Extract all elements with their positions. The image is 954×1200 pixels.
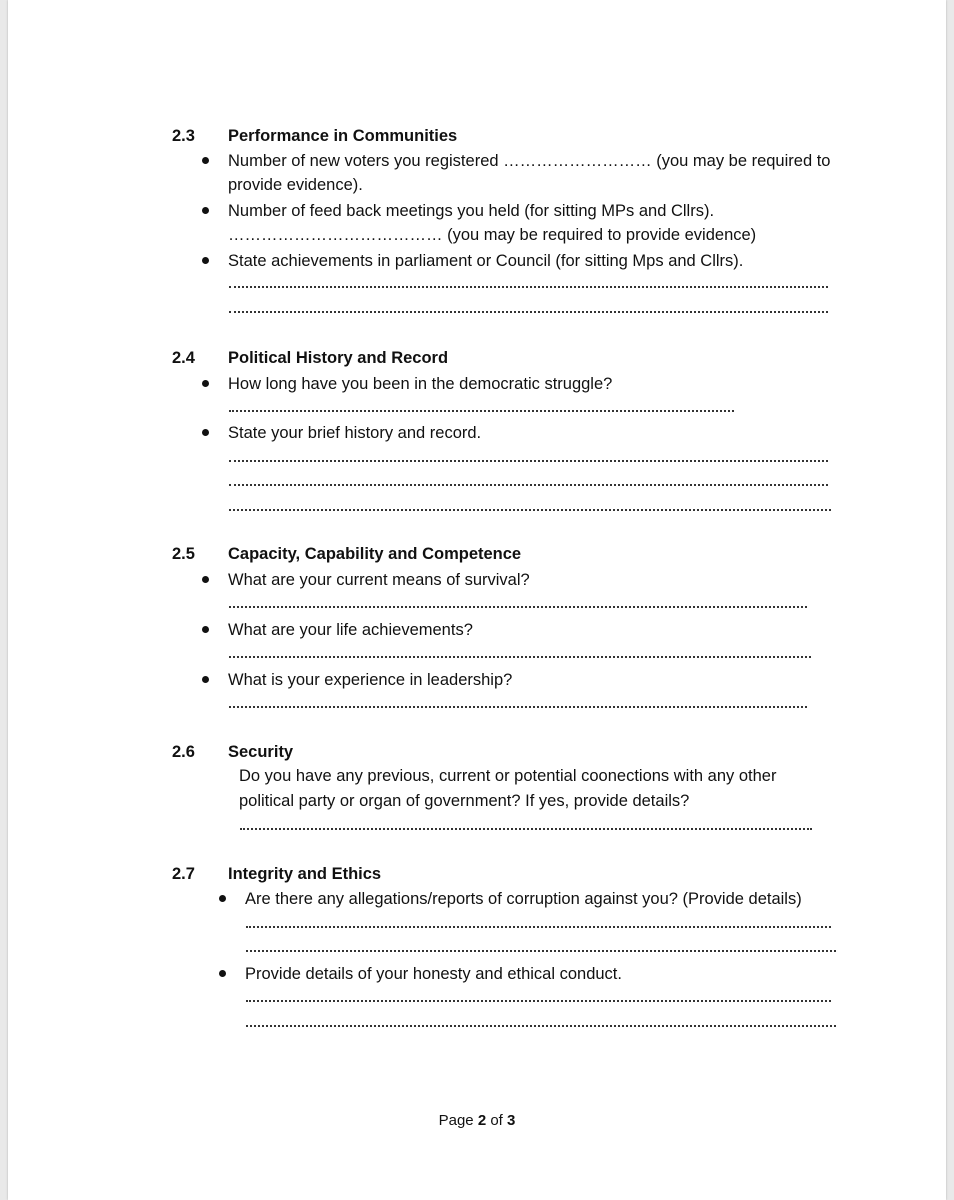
section-number: 2.4	[172, 349, 195, 367]
question-text: How long have you been in the democratic struggle?	[228, 375, 613, 393]
question-text: Number of new voters you registered ……………………… (you may be required to	[228, 152, 831, 170]
section-number: 2.5	[172, 545, 195, 563]
section-title: Capacity, Capability and Competence	[228, 545, 522, 563]
question-text: Provide details of your honesty and ethical conduct.	[245, 965, 622, 983]
answer-line[interactable]	[229, 706, 807, 708]
section-title: Political History and Record	[228, 349, 449, 367]
total-pages-number: 3	[507, 1112, 516, 1129]
answer-line[interactable]	[229, 656, 811, 658]
answer-line[interactable]	[246, 950, 836, 952]
current-page-number: 2	[477, 1112, 487, 1129]
question-text: State your brief history and record.	[228, 424, 482, 442]
document-page	[8, 0, 946, 1200]
bullet-icon	[202, 257, 209, 264]
section-title: Performance in Communities	[228, 127, 458, 145]
answer-line[interactable]	[229, 460, 828, 462]
question-text: What are your current means of survival?	[228, 571, 530, 589]
of-word: of	[490, 1112, 503, 1129]
answer-line[interactable]	[229, 410, 734, 412]
section-title: Integrity and Ethics	[228, 865, 382, 883]
question-text: Are there any allegations/reports of corruption against you? (Provide details)	[245, 890, 802, 908]
bullet-icon	[202, 157, 209, 164]
answer-line[interactable]	[246, 926, 831, 928]
answer-line[interactable]	[229, 484, 828, 486]
question-text: Number of feed back meetings you held (for sitting MPs and Cllrs).	[228, 202, 715, 220]
bullet-icon	[202, 380, 209, 387]
bullet-icon	[202, 576, 209, 583]
question-text: What are your life achievements?	[228, 621, 473, 639]
section-number: 2.6	[172, 743, 195, 761]
bullet-icon	[202, 626, 209, 633]
answer-line[interactable]	[240, 828, 812, 830]
question-text: Do you have any previous, current or potential coonections with any other	[239, 767, 777, 785]
bullet-icon	[219, 970, 226, 977]
answer-line[interactable]	[229, 311, 828, 313]
answer-line[interactable]	[229, 286, 828, 288]
bullet-icon	[219, 895, 226, 902]
bullet-icon	[202, 429, 209, 436]
answer-line[interactable]	[246, 1025, 836, 1027]
question-text: ………………………………… (you may be required to provide evidence)	[228, 226, 757, 244]
page-word: Page	[438, 1112, 474, 1129]
question-text: What is your experience in leadership?	[228, 671, 513, 689]
section-number: 2.7	[172, 865, 195, 883]
answer-line[interactable]	[246, 1000, 831, 1002]
question-text: provide evidence).	[228, 176, 363, 194]
answer-line[interactable]	[229, 606, 807, 608]
section-title: Security	[228, 743, 294, 761]
question-text: political party or organ of government? If yes, provide details?	[239, 792, 690, 810]
page-footer	[8, 1112, 946, 1129]
bullet-icon	[202, 676, 209, 683]
answer-line[interactable]	[229, 509, 831, 511]
question-text: State achievements in parliament or Council (for sitting Mps and Cllrs).	[228, 252, 744, 270]
section-number: 2.3	[172, 127, 195, 145]
bullet-icon	[202, 207, 209, 214]
